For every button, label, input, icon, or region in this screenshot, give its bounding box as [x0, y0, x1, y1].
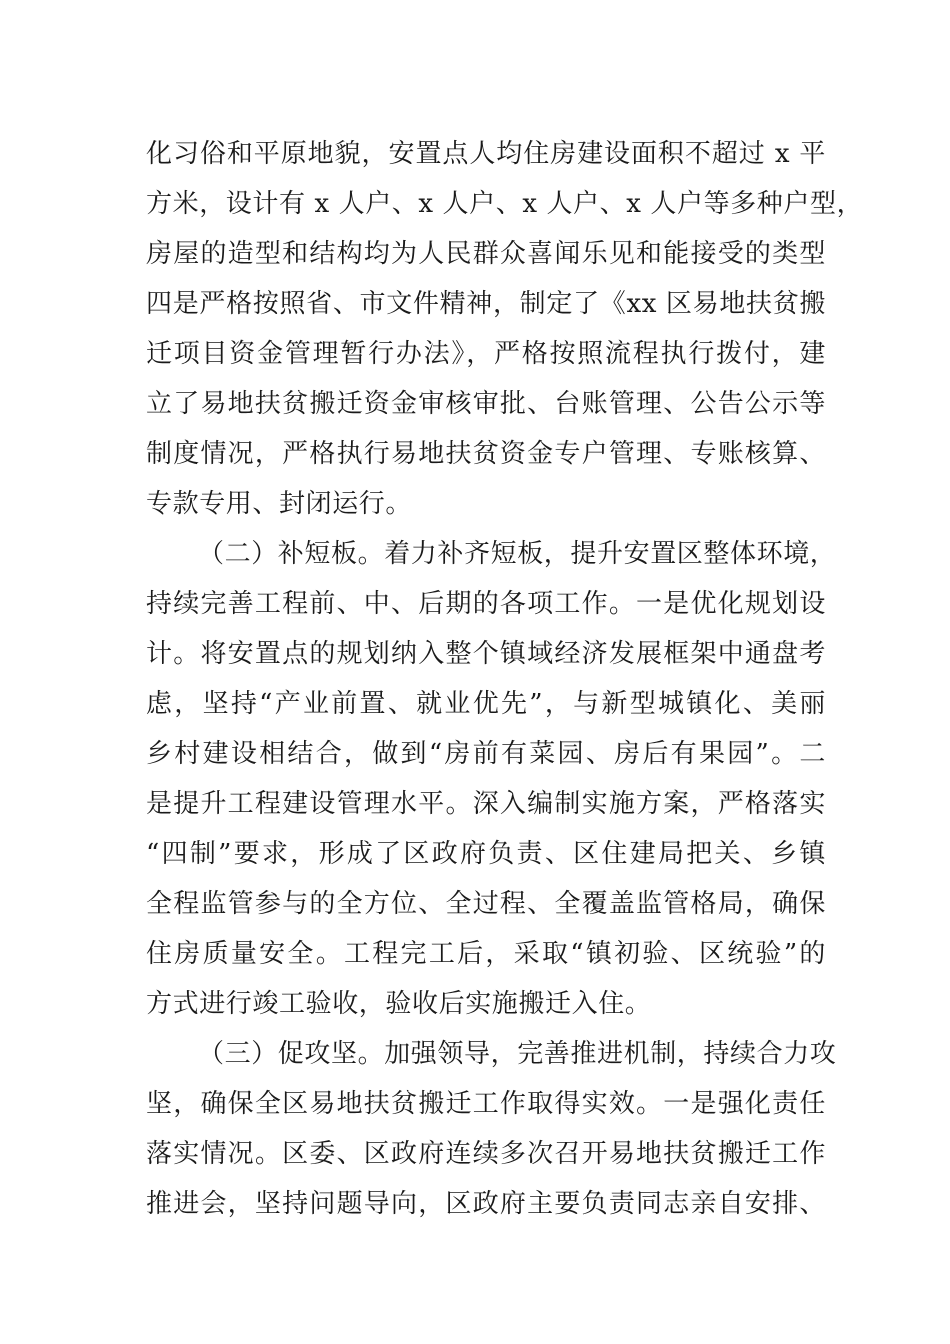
text-line-16: 全程监管参与的全方位、全过程、全覆盖监管格局，确保 — [146, 889, 826, 919]
paragraph-3-first-line: （三）促攻坚。加强领导，完善推进机制，持续合力攻 — [198, 1039, 837, 1069]
text-line-7: 制度情况，严格执行易地扶贫资金专户管理、专账核算、 — [146, 439, 826, 469]
paragraph-2-first-line: （二）补短板。着力补齐短板，提升安置区整体环境， — [198, 539, 837, 569]
text-line-22: 推进会，坚持问题导向，区政府主要负责同志亲自安排、 — [146, 1189, 826, 1219]
text-line-20: 坚，确保全区易地扶贫搬迁工作取得实效。一是强化责任 — [146, 1089, 826, 1119]
text-line-2: 方米，设计有 x 人户、x 人户、x 人户、x 人户等多种户型， — [146, 189, 864, 219]
text-line-10: 持续完善工程前、中、后期的各项工作。一是优化规划设 — [146, 589, 826, 619]
text-line-4: 四是严格按照省、市文件精神，制定了《xx 区易地扶贫搬 — [146, 289, 826, 319]
text-line-13: 乡村建设相结合，做到“房前有菜园、房后有果园”。二 — [146, 739, 826, 769]
text-line-8: 专款专用、封闭运行。 — [146, 489, 413, 519]
text-line-6: 立了易地扶贫搬迁资金审核审批、台账管理、公告公示等 — [146, 389, 826, 419]
text-line-12: 虑，坚持“产业前置、就业优先”，与新型城镇化、美丽 — [146, 689, 826, 719]
text-line-11: 计。将安置点的规划纳入整个镇域经济发展框架中通盘考 — [146, 639, 826, 669]
text-line-14: 是提升工程建设管理水平。深入编制实施方案，严格落实 — [146, 789, 826, 819]
text-line-15: “四制”要求，形成了区政府负责、区住建局把关、乡镇 — [146, 839, 826, 869]
text-line-17: 住房质量安全。工程完工后，采取“镇初验、区统验”的 — [146, 939, 826, 969]
text-line-1: 化习俗和平原地貌，安置点人均住房建设面积不超过 x 平 — [146, 139, 826, 169]
text-line-21: 落实情况。区委、区政府连续多次召开易地扶贫搬迁工作 — [146, 1139, 826, 1169]
text-line-5: 迁项目资金管理暂行办法》，严格按照流程执行拨付，建 — [146, 339, 826, 369]
text-line-3: 房屋的造型和结构均为人民群众喜闻乐见和能接受的类型 — [146, 239, 826, 269]
text-line-18: 方式进行竣工验收，验收后实施搬迁入住。 — [146, 989, 652, 1019]
